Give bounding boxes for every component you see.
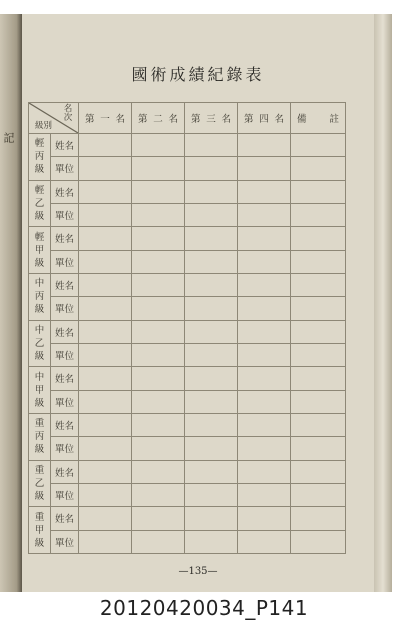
grade-label: 重 甲 級 (29, 507, 51, 554)
blank-cell (291, 250, 346, 273)
blank-cell (79, 390, 132, 413)
blank-cell (79, 367, 132, 390)
blank-cell (291, 507, 346, 530)
name-label: 姓名 (51, 507, 79, 530)
table-row (29, 250, 346, 273)
blank-cell (185, 460, 238, 483)
table-row (29, 320, 346, 343)
table-row (29, 203, 346, 226)
blank-cell (291, 134, 346, 157)
rank-3-header: 第 三 名 (185, 103, 238, 134)
blank-cell (132, 437, 185, 460)
table-row (29, 530, 346, 553)
blank-cell (238, 203, 291, 226)
unit-label: 單位 (51, 157, 79, 180)
blank-cell (238, 343, 291, 366)
unit-label: 單位 (51, 483, 79, 506)
blank-cell (185, 530, 238, 553)
blank-cell (132, 530, 185, 553)
blank-cell (291, 227, 346, 250)
name-label: 姓名 (51, 227, 79, 250)
grade-label: 中 乙 級 (29, 320, 51, 367)
unit-label: 單位 (51, 297, 79, 320)
blank-cell (238, 390, 291, 413)
blank-cell (185, 134, 238, 157)
blank-cell (79, 483, 132, 506)
blank-cell (79, 273, 132, 296)
table-row (29, 227, 346, 250)
corner-header (29, 103, 79, 134)
blank-cell (185, 297, 238, 320)
rank-4-header: 第 四 名 (238, 103, 291, 134)
blank-cell (238, 530, 291, 553)
table-row (29, 507, 346, 530)
blank-cell (291, 273, 346, 296)
unit-label: 單位 (51, 250, 79, 273)
blank-cell (291, 320, 346, 343)
blank-cell (185, 390, 238, 413)
blank-cell (79, 507, 132, 530)
unit-label: 單位 (51, 203, 79, 226)
remarks-header: 備 註 (291, 103, 346, 134)
blank-cell (79, 343, 132, 366)
blank-cell (185, 437, 238, 460)
blank-cell (291, 203, 346, 226)
blank-cell (185, 343, 238, 366)
page-number: —135— (178, 566, 218, 577)
table-row (29, 273, 346, 296)
table-row (29, 367, 346, 390)
blank-cell (132, 134, 185, 157)
blank-cell (185, 227, 238, 250)
blank-cell (291, 460, 346, 483)
table-row (29, 157, 346, 180)
blank-cell (132, 460, 185, 483)
blank-cell (238, 483, 291, 506)
name-label: 姓名 (51, 413, 79, 436)
blank-cell (79, 203, 132, 226)
grade-label: 輕 丙 級 (29, 134, 51, 181)
grade-label: 中 丙 級 (29, 273, 51, 320)
corner-top-label: 名次 (63, 104, 73, 123)
blank-cell (238, 413, 291, 436)
blank-cell (185, 157, 238, 180)
blank-cell (132, 250, 185, 273)
blank-cell (79, 227, 132, 250)
name-label: 姓名 (51, 460, 79, 483)
blank-cell (185, 273, 238, 296)
table-row (29, 437, 346, 460)
blank-cell (79, 134, 132, 157)
blank-cell (291, 390, 346, 413)
blank-cell (132, 297, 185, 320)
name-label: 姓名 (51, 367, 79, 390)
blank-cell (185, 203, 238, 226)
name-label: 姓名 (51, 273, 79, 296)
table-row (29, 413, 346, 436)
blank-cell (291, 297, 346, 320)
grade-label: 中 甲 級 (29, 367, 51, 414)
blank-cell (185, 180, 238, 203)
blank-cell (79, 250, 132, 273)
rank-1-header: 第 一 名 (79, 103, 132, 134)
blank-cell (238, 273, 291, 296)
blank-cell (185, 413, 238, 436)
blank-cell (79, 157, 132, 180)
blank-cell (291, 483, 346, 506)
grade-label: 重 丙 級 (29, 413, 51, 460)
table-row (29, 134, 346, 157)
grade-label: 輕 甲 級 (29, 227, 51, 274)
blank-cell (238, 437, 291, 460)
blank-cell (291, 157, 346, 180)
blank-cell (238, 297, 291, 320)
blank-cell (132, 343, 185, 366)
blank-cell (79, 413, 132, 436)
blank-cell (79, 297, 132, 320)
blank-cell (291, 413, 346, 436)
grade-label: 輕 乙 級 (29, 180, 51, 227)
book-scan (0, 14, 392, 592)
blank-cell (132, 203, 185, 226)
record-table (28, 102, 346, 554)
blank-cell (79, 320, 132, 343)
blank-cell (132, 157, 185, 180)
blank-cell (238, 180, 291, 203)
blank-cell (291, 437, 346, 460)
blank-cell (185, 320, 238, 343)
blank-cell (291, 180, 346, 203)
blank-cell (79, 530, 132, 553)
left-page-edge (0, 14, 22, 592)
blank-cell (132, 507, 185, 530)
blank-cell (238, 320, 291, 343)
name-label: 姓名 (51, 320, 79, 343)
blank-cell (238, 134, 291, 157)
header-row (29, 103, 346, 134)
blank-cell (132, 180, 185, 203)
blank-cell (185, 367, 238, 390)
table-row (29, 180, 346, 203)
image-caption: 20120420034_P141 (99, 596, 309, 620)
table-row (29, 483, 346, 506)
table-row (29, 343, 346, 366)
unit-label: 單位 (51, 437, 79, 460)
blank-cell (79, 180, 132, 203)
blank-cell (132, 483, 185, 506)
blank-cell (132, 320, 185, 343)
table-row (29, 297, 346, 320)
blank-cell (185, 507, 238, 530)
blank-cell (132, 390, 185, 413)
blank-cell (291, 530, 346, 553)
blank-cell (238, 460, 291, 483)
blank-cell (132, 367, 185, 390)
page-stack-edge (374, 14, 392, 592)
name-label: 姓名 (51, 134, 79, 157)
blank-cell (238, 367, 291, 390)
blank-cell (185, 250, 238, 273)
table-row (29, 460, 346, 483)
unit-label: 單位 (51, 343, 79, 366)
blank-cell (132, 273, 185, 296)
table-row (29, 390, 346, 413)
blank-cell (238, 227, 291, 250)
page-title: 國術成績紀錄表 (131, 65, 265, 84)
blank-cell (238, 250, 291, 273)
blank-cell (132, 227, 185, 250)
blank-cell (291, 343, 346, 366)
blank-cell (185, 483, 238, 506)
blank-cell (79, 460, 132, 483)
blank-cell (291, 367, 346, 390)
left-page-mark: 記 (2, 132, 15, 145)
blank-cell (238, 157, 291, 180)
corner-bottom-label: 級別 (35, 121, 53, 131)
grade-label: 重 乙 級 (29, 460, 51, 507)
name-label: 姓名 (51, 180, 79, 203)
unit-label: 單位 (51, 530, 79, 553)
grade-rows (29, 134, 346, 554)
unit-label: 單位 (51, 390, 79, 413)
blank-cell (238, 507, 291, 530)
rank-2-header: 第 二 名 (132, 103, 185, 134)
blank-cell (132, 413, 185, 436)
blank-cell (79, 437, 132, 460)
